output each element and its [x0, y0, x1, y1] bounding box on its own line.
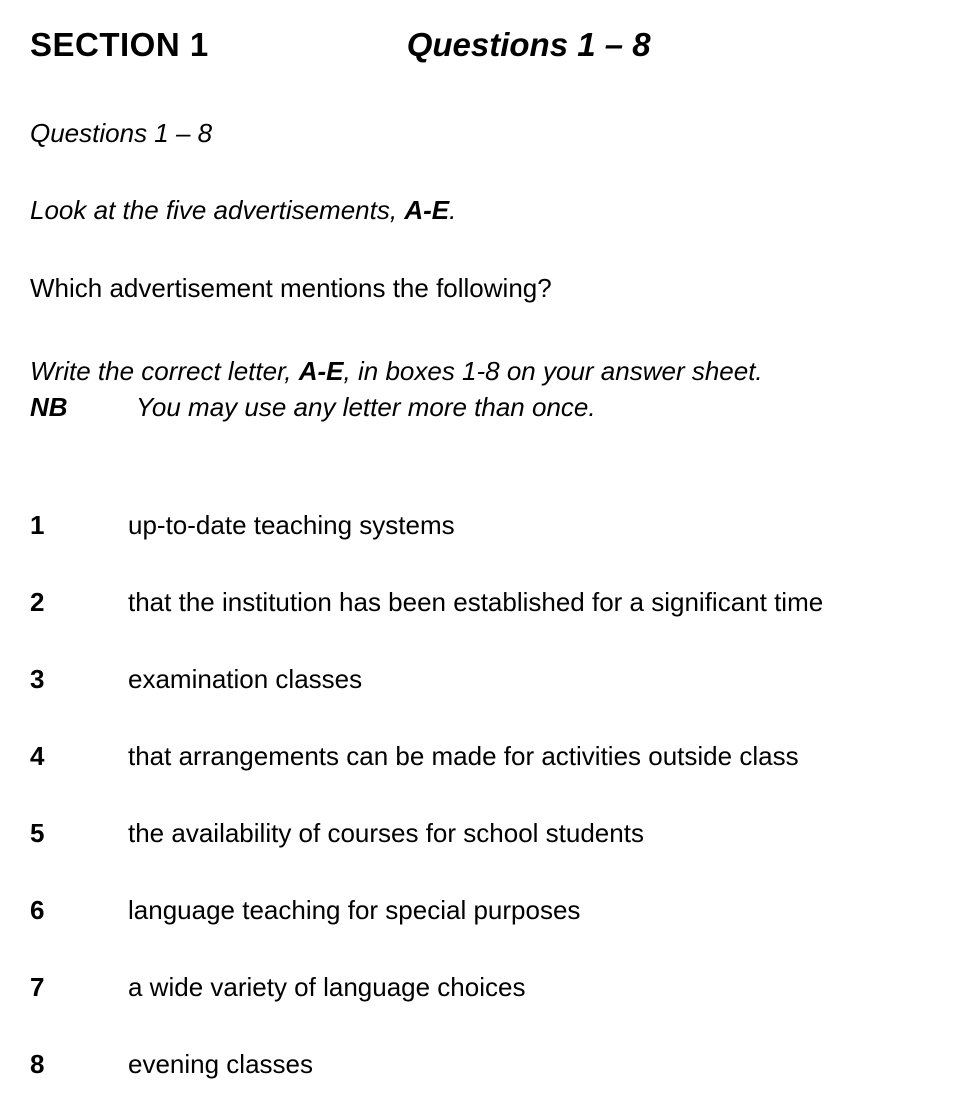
question-number: 2 — [30, 587, 45, 617]
question-row-7 — [30, 969, 958, 1005]
question-number: 1 — [30, 510, 45, 540]
question-row-1 — [30, 507, 958, 543]
question-number: 8 — [30, 1049, 45, 1079]
question-number: 6 — [30, 895, 45, 925]
which-instruction: Which advertisement mentions the following? — [30, 273, 552, 303]
question-row-3 — [30, 661, 958, 697]
write-instruction-suffix: , in boxes 1-8 on your answer sheet. — [343, 356, 763, 386]
question-text: that arrangements can be made for activities outside class — [128, 741, 799, 771]
question-text: language teaching for special purposes — [128, 895, 581, 925]
question-row-6 — [30, 892, 958, 928]
write-instruction — [30, 353, 958, 389]
page-header — [30, 22, 958, 68]
question-row-8 — [30, 1046, 958, 1082]
questions-range-subheading: Questions 1 – 8 — [30, 118, 213, 148]
nb-note — [30, 389, 958, 425]
question-text: a wide variety of language choices — [128, 972, 526, 1002]
question-number: 4 — [30, 741, 45, 771]
question-text: examination classes — [128, 664, 363, 694]
question-number: 7 — [30, 972, 45, 1002]
section-title: SECTION 1 — [30, 26, 209, 63]
question-text: evening classes — [128, 1049, 313, 1079]
nb-label: NB — [30, 392, 68, 422]
header-questions-range: Questions 1 – 8 — [406, 26, 651, 63]
question-number: 5 — [30, 818, 45, 848]
question-list — [30, 507, 958, 1082]
question-row-4 — [30, 738, 958, 774]
write-instruction-prefix: Write the correct letter, — [30, 356, 299, 386]
look-instruction-suffix: . — [449, 195, 457, 225]
look-instruction-letters: A-E — [404, 195, 450, 225]
question-row-2 — [30, 584, 958, 620]
question-number: 3 — [30, 664, 45, 694]
write-instruction-letters: A-E — [298, 356, 344, 386]
nb-text: You may use any letter more than once. — [136, 392, 596, 422]
look-instruction-prefix: Look at the five advertisements, — [30, 195, 405, 225]
question-row-5 — [30, 815, 958, 851]
question-text: the availability of courses for school students — [128, 818, 644, 848]
look-instruction — [30, 192, 958, 228]
question-text: that the institution has been established for a significant time — [128, 587, 824, 617]
question-text: up-to-date teaching systems — [128, 510, 455, 540]
